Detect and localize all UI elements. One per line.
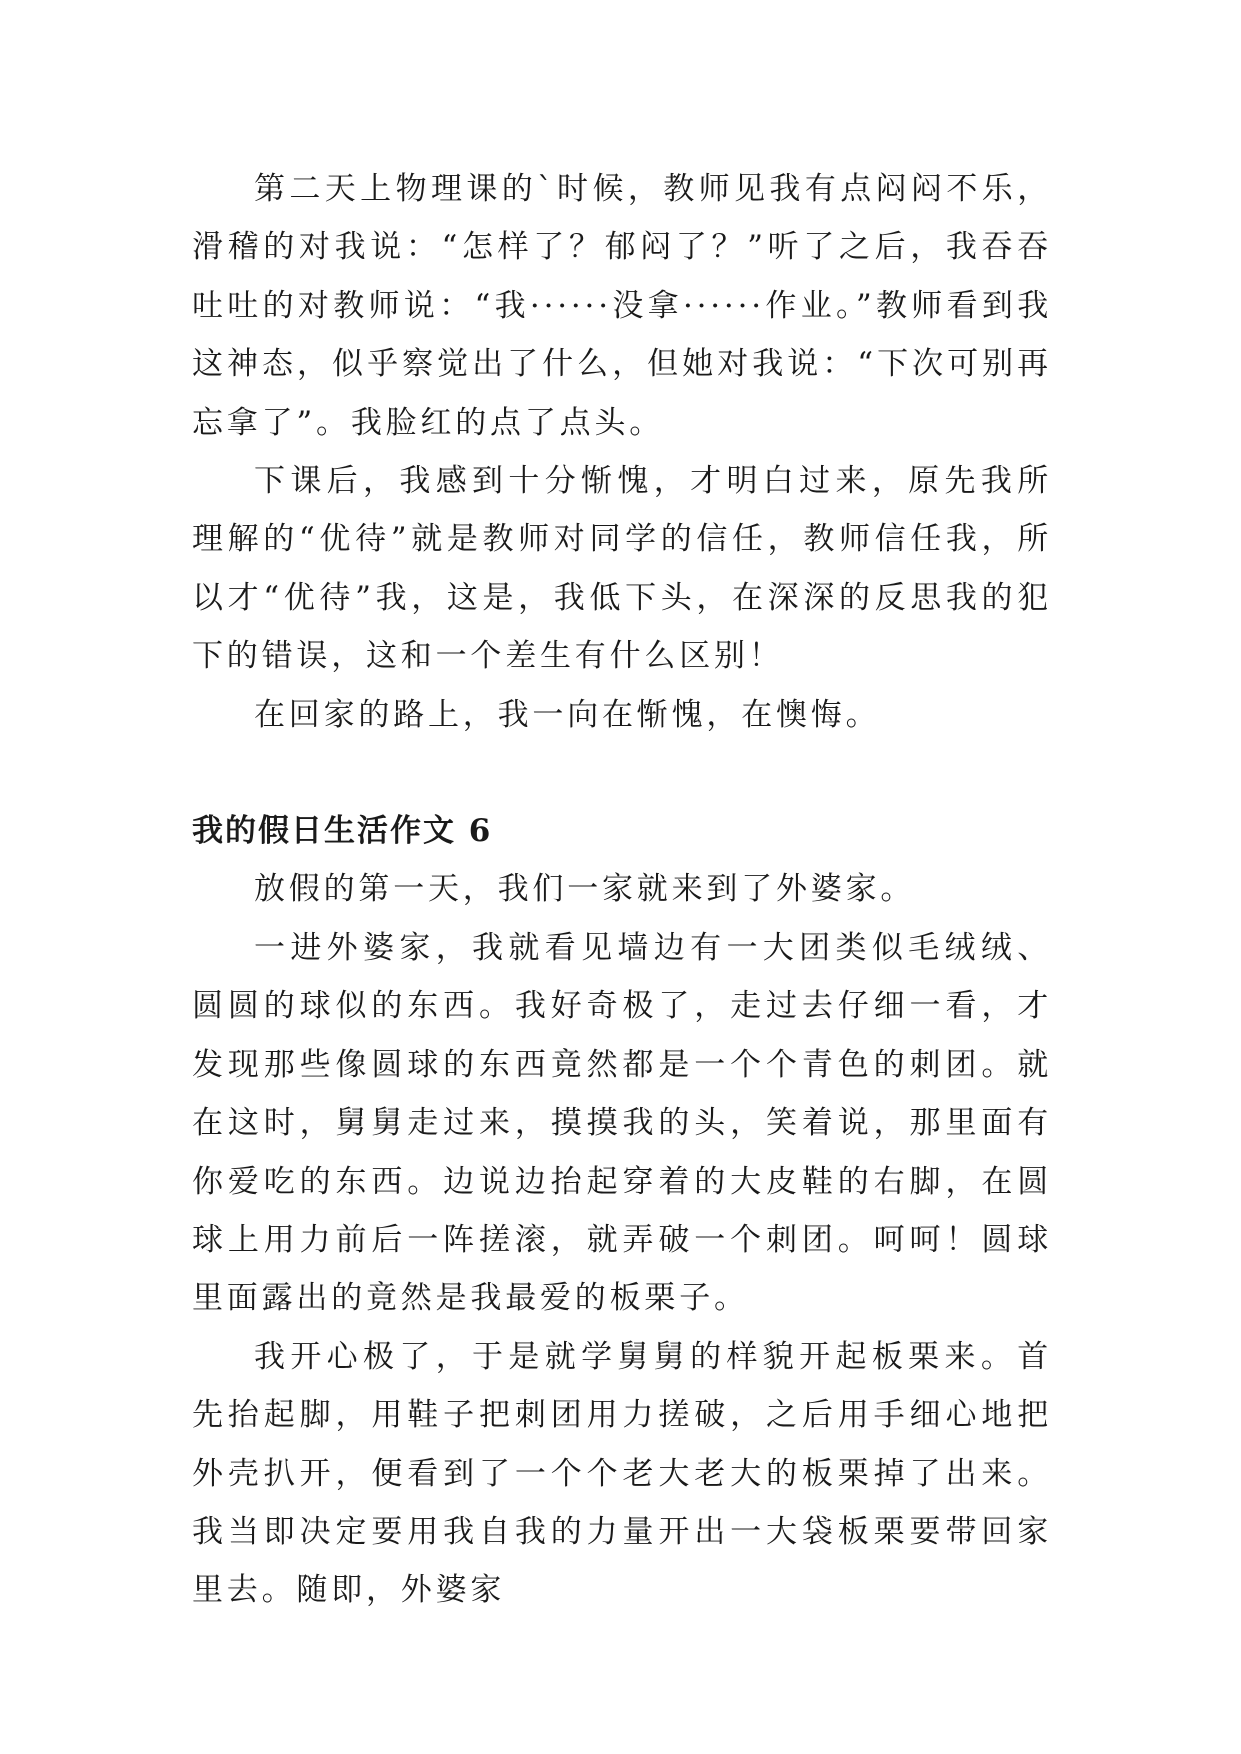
paragraph: 放假的第一天，我们一家就来到了外婆家。 — [254, 871, 916, 908]
paragraph: 下课后，我感到十分惭愧，才明白过来，原先我所理解的“优待”就是教师对同学的信任，教师信任我，所以才“优待”我，这是，我低下头，在深深的反思我的犯下的错误，这和一个差生有什么区别！ — [192, 463, 1052, 675]
paragraph: 第二天上物理课的`时候，教师见我有点闷闷不乐，滑稽的对我说：“怎样了？郁闷了？”听了之后，我吞吞吐吐的对教师说：“我······没拿······作业。”教师看到我这神态，似乎察觉出了什么，但她对我说：“下次可别再忘拿了”。我脸红的点了点头。 — [192, 171, 1052, 441]
paragraph: 一进外婆家，我就看见墙边有一大团类似毛绒绒、圆圆的球似的东西。我好奇极了，走过去仔细一看，才发现那些像圆球的东西竟然都是一个个青色的刺团。就在这时，舅舅走过来，摸摸我的头，笑着说，那里面有你爱吃的东西。边说边抬起穿着的大皮鞋的右脚，在圆球上用力前后一阵搓滚，就弄破一个刺团。呵呵！圆球里面露出的竟然是我最爱的板栗子。 — [192, 929, 1052, 1317]
document-body — [192, 160, 1052, 1620]
paragraph: 我开心极了，于是就学舅舅的样貌开起板栗来。首先抬起脚，用鞋子把刺团用力搓破，之后用手细心地把外壳扒开，便看到了一个个老大老大的板栗掉了出来。我当即决定要用我自我的力量开出一大袋板栗要带回家里去。随即，外婆家 — [192, 1338, 1052, 1609]
section-title: 我的假日生活作文 6 — [192, 813, 493, 850]
paragraph: 在回家的路上，我一向在惭愧，在懊悔。 — [254, 696, 881, 733]
